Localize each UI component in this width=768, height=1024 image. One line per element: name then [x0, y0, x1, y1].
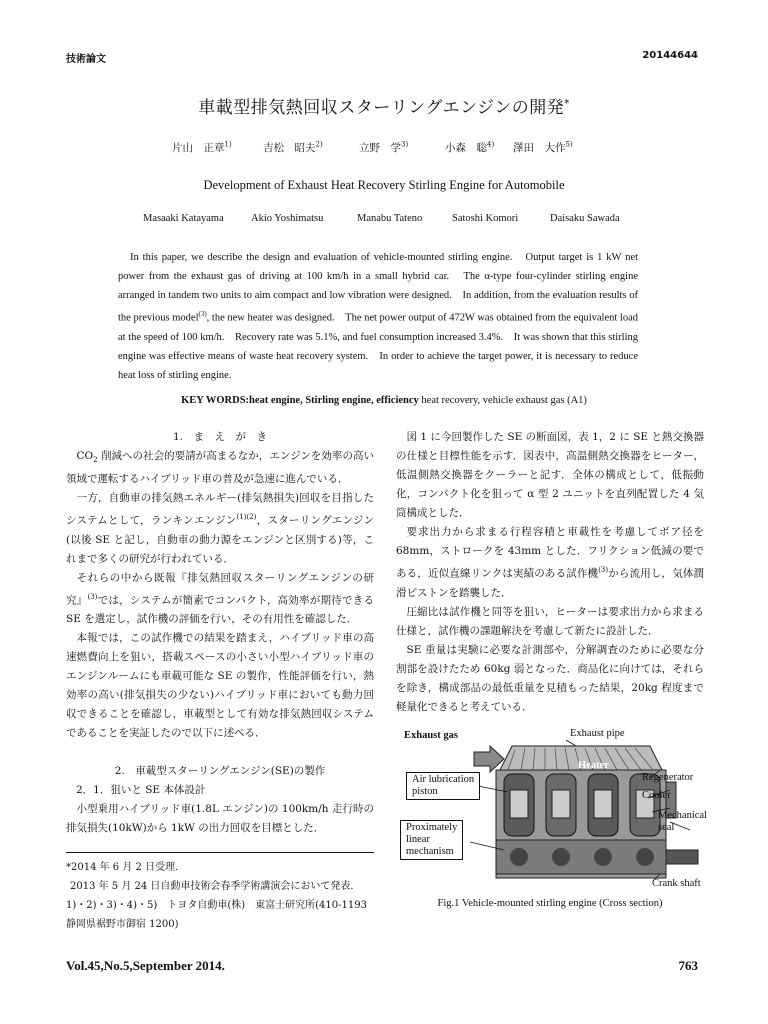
paragraph: 本報では，この試作機での結果を踏まえ，ハイブリッド車の高速燃費向上を狙い，搭載スペースの小さい小型ハイブリッド車のエンジンルームにも車載可能な SE の製作，性能評価を行い，熱効率の高い(排気損失の少ない)ハイブリッド車においても動力回収できることを確認し，車載型として有効な排気熱回収システムであることを実証したので以下に述べる． [66, 632, 374, 740]
left-column [66, 428, 374, 838]
abstract [118, 248, 638, 385]
author-ja-1: 片山 正章$^{1)}$ [172, 140, 232, 154]
footnote-divider [66, 852, 374, 853]
right-column [396, 428, 704, 717]
authors-english [0, 213, 768, 229]
label-regenerator: Regenerator [642, 772, 694, 783]
title-english: Development of Exhaust Heat Recovery Stirling Engine for Automobile [203, 178, 565, 192]
section-1-heading: 1. ま え が き [172, 431, 268, 443]
category-label: 技術論文 [66, 54, 106, 65]
author-en-3: Manabu Tateno [357, 213, 423, 224]
title-footnote-mark: * [564, 98, 570, 110]
author-ja-5: 澤田 大作$^{5)}$ [513, 140, 573, 154]
label-crank-shaft: Crank shaft [652, 878, 701, 889]
footnotes [66, 858, 374, 934]
keywords-rest: heat recovery, vehicle exhaust gas (A1) [418, 395, 587, 406]
abstract-text-2: , the new heater was designed. The net power output of 472W was obtained from the equivalent load at the speed of 100 km/h. Recovery rate was 5.1%, and fuel consumption increased 3.4%. It was shown that this stirling engine was effective means of waste heat recovery system. In order to achieve the target power, it is necessary to reduce heat loss of stirling engine. [118, 312, 639, 381]
author-ja-3: 立野 学$^{3)}$ [359, 140, 409, 154]
abstract-text-1: In this paper, we describe the design and evaluation of vehicle-mounted stirling engine. Output target is 1 kW net power from the exhaust gas of driving at 100 km/h in a small hybrid car. The α-type four-cylinder stirling engine arranged in tandem two units to aim compact and low vibration were designed. In addition, from the evaluation results of the previous model [118, 252, 638, 324]
keywords-label: KEY WORDS:heat engine, Stirling engine, efficiency [181, 395, 419, 406]
label-exhaust-pipe: Exhaust pipe [570, 728, 625, 739]
author-ja-2: 吉松 昭夫$^{2)}$ [263, 140, 323, 154]
subsection-heading: 2．1．狙いと SE 本体設計 [76, 784, 206, 797]
label-heater: Heater [578, 760, 609, 771]
label-mechanical-seal: Mechanical seal [658, 810, 707, 833]
authors-japanese [0, 140, 768, 156]
title-japanese [0, 93, 768, 118]
engine-cross-section-figure [400, 730, 720, 898]
label-air-lubrication-piston: Air lubrication piston [406, 772, 480, 800]
paragraph: $CO_2$ 削減への社会的要請が高まるなか，エンジンを効率の高い領域で運転するハイブリッド車の普及が急速に進んでいる． [66, 450, 374, 486]
paragraph: それらの中から既報『排気熱回収スターリングエンジンの研究』$^{(3)}$では，システムが簡素でコンパクト，高効率が期待できる SE を選定し，試作機の評価を行い，その有用性を確認した． [66, 571, 375, 626]
keywords [0, 395, 768, 406]
footnote-address: 静岡県裾野市御宿 1200) [66, 919, 179, 930]
section-2-heading: 2. 車載型スターリングエンジン(SE)の製作 [114, 765, 326, 778]
title-japanese-text: 車載型排気熱回収スターリングエンジンの開発 [198, 98, 565, 118]
label-cooler: Cooler [642, 790, 671, 801]
paragraph: 一方，自動車の排気熱エネルギー(排気熱損失)回収を目指したシステムとして，ランキンエンジン$^{(1)(2)}$，スターリングエンジン(以後 SE と記し，自動車の動力源をエンジンと区別する)等，これまで多くの研究が行われている． [66, 492, 374, 565]
journal-volume: Vol.45,No.5,September 2014. [66, 958, 225, 973]
abstract-citation: (3) [198, 310, 207, 318]
figure-caption: Fig.1 Vehicle-mounted stirling engine (Cross section) [437, 898, 663, 909]
footnote-presented: 2013 年 5 月 24 日自動車技術会春季学術講演会において発表． [70, 881, 361, 892]
paragraph: 図 1 に今回製作した SE の断面図，表 1，2 に SE と熱交換器の仕様と目標性能を示す．図表中，高温側熱交換器をヒーター，低温側熱交換器をクーラーと記す．全体の構成として，低振動化，コンパクト化を狙って α 型 2 ユニットを直列配置した 4 気筒構成とした． [396, 431, 704, 519]
paper-id: 20144644 [642, 50, 698, 61]
footnote-received: *2014 年 6 月 2 日受理． [66, 862, 186, 873]
author-en-4: Satoshi Komori [452, 213, 519, 224]
paragraph: 小型乗用ハイブリッド車(1.8L エンジン)の 100km/h 走行時の排気損失(10kW)から 1kW の出力回収を目標とした． [66, 803, 374, 835]
paragraph: 要求出力から求まる行程容積と車載性を考慮してボア径を 68mm，ストロークを 43mm とした．フリクション低減の要である，近似直線リンクは実績のある試作機$^{(3)}$から流用し，気体潤滑ピストンを踏襲した． [396, 526, 705, 599]
page-number: 763 [678, 958, 698, 973]
author-en-2: Akio Yoshimatsu [251, 213, 324, 224]
author-en-5: Daisaku Sawada [550, 213, 620, 224]
author-ja-4: 小森 聡$^{4)}$ [445, 140, 495, 154]
paragraph: SE 重量は実験に必要な計測部や，分解調査のために必要な分割部を設けたため 60kg 弱となった．商品化に向けては，それらを除き，構成部品の最低重量を見積もった結果，20kg 程度まで軽量化できると考えている． [396, 643, 704, 713]
paragraph: 圧縮比は試作機と同等を狙い，ヒーターは要求出力から求まる仕様と，試作機の課題解決を考慮して新たに設計した． [396, 605, 704, 637]
label-exhaust-gas: Exhaust gas [404, 730, 458, 741]
label-linear-mechanism: Proximately linear mechanism [400, 820, 463, 860]
author-en-1: Masaaki Katayama [143, 213, 224, 224]
footnote-affiliation: 1)・2)・3)・4)・5) トヨタ自動車(株) 東富士研究所(410-1193 [66, 900, 367, 911]
